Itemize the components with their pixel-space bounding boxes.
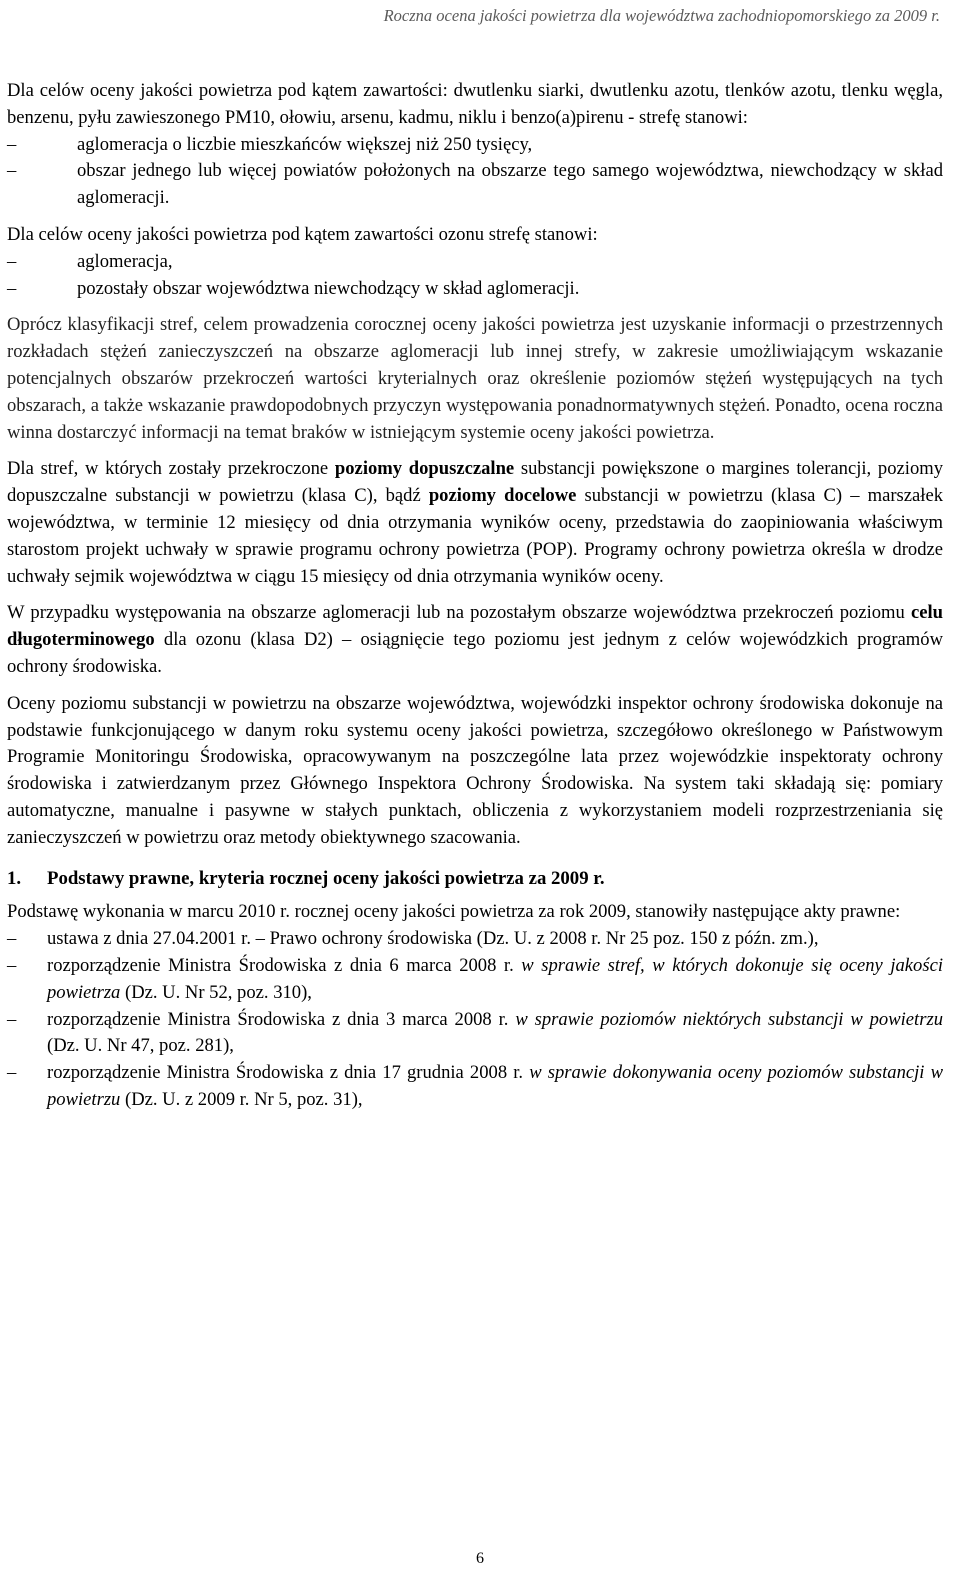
act-text: rozporządzenie Ministra Środowiska z dnia 6 marca 2008 r. bbox=[47, 954, 522, 976]
list-item: – obszar jednego lub więcej powiatów położonych na obszarze tego samego województwa, niewchodzący w skład aglomeracji. bbox=[7, 158, 943, 212]
act-title: w sprawie dokonywania oceny poziomów substancji w powietrzu bbox=[47, 1062, 944, 1110]
list-item bbox=[7, 926, 943, 953]
text-span: dla ozonu (klasa D2) – osiągnięcie tego poziomu jest jednym z celów wojewódzkich programów ochrony środowiska. bbox=[7, 629, 943, 677]
ozone-zones-list bbox=[7, 249, 943, 303]
act-title: w sprawie poziomów niektórych substancji w powietrzu bbox=[515, 1008, 943, 1030]
bold-term: poziomy dopuszczalne bbox=[334, 458, 515, 480]
bold-term: poziomy docelowe bbox=[428, 485, 577, 507]
list-item bbox=[7, 1007, 943, 1061]
list-item: – aglomeracja, bbox=[7, 249, 943, 276]
text-span: substancji w powietrzu (klasa C) – marszałek województwa, w terminie 12 miesięcy od dnia otrzymania wyników oceny, przedstawia do zaopiniowania właściwym starostom projekt uchwały w sprawie programu ochrony powietrza (POP). Programy ochrony powietrza określa w drodze uchwały sejmik województwa w ciągu 15 miesięcy od dnia otrzymania wyników oceny. bbox=[7, 485, 943, 587]
list-item bbox=[7, 953, 943, 1007]
act-citation: (Dz. U. z 2009 r. Nr 5, poz. 31), bbox=[120, 1088, 363, 1110]
pop-program-paragraph bbox=[7, 456, 943, 590]
list-item bbox=[7, 1060, 943, 1114]
text-span: Dla stref, w których zostały przekroczone bbox=[7, 458, 335, 480]
act-citation: (Dz. U. Nr 52, poz. 310), bbox=[120, 981, 312, 1003]
zones-intro-paragraph: Dla celów oceny jakości powietrza pod kątem zawartości: dwutlenku siarki, dwutlenku azotu, tlenków azotu, tlenku węgla, benzenu, pyłu zawieszonego PM10, ołowiu, arsenu, kadmu, niklu i benzo(a)pirenu - strefę stanowi: bbox=[7, 80, 943, 128]
list-item: – aglomeracja o liczbie mieszkańców większej niż 250 tysięcy, bbox=[7, 132, 943, 159]
long-term-goal-paragraph bbox=[7, 600, 943, 680]
text-span: substancji powiększone o margines tolerancji, poziomy dopuszczalne substancji w powietrzu (klasa C), bądź bbox=[7, 458, 944, 507]
text-span: W przypadku występowania na obszarze aglomeracji lub na pozostałym obszarze województwa przekroczeń poziomu bbox=[7, 602, 911, 624]
act-text: rozporządzenie Ministra Środowiska z dnia 3 marca 2008 r. bbox=[47, 1008, 516, 1030]
act-title: w sprawie stref, w których dokonuje się oceny jakości powietrza bbox=[47, 954, 943, 1003]
list-item: – pozostały obszar województwa niewchodzący w skład aglomeracji. bbox=[7, 276, 943, 303]
section-heading bbox=[7, 866, 943, 893]
section-number: 1. bbox=[7, 867, 22, 889]
act-citation: (Dz. U. Nr 47, poz. 281), bbox=[47, 1035, 234, 1057]
page-body bbox=[7, 78, 943, 1114]
legal-acts-list bbox=[7, 926, 943, 1114]
act-text: rozporządzenie Ministra Środowiska z dnia 17 grudnia 2008 r. bbox=[47, 1062, 530, 1084]
act-text: ustawa z dnia 27.04.2001 r. – Prawo ochrony środowiska (Dz. U. z 2008 r. Nr 25 poz. 150 z późn. zm.), bbox=[47, 928, 819, 950]
classification-purpose-paragraph: Oprócz klasyfikacji stref, celem prowadzenia corocznej oceny jakości powietrza jest uzyskanie informacji o przestrzennych rozkładach stężeń zanieczyszczeń na obszarze aglomeracji lub innej strefy, w zakresie umożliwiającym wskazanie potencjalnych obszarów przekroczeń wartości kryterialnych oraz określenie poziomów stężeń występujących na tych obszarach, a także wskazanie prawdopodobnych przyczyn występowania ponadnormatywnych stężeń. Ponadto, ocena roczna winna dostarczyć informacji na temat braków w istniejącym systemie oceny jakości powietrza. bbox=[7, 314, 943, 443]
ozone-zones-paragraph: Dla celów oceny jakości powietrza pod kątem zawartości ozonu strefę stanowi: bbox=[7, 223, 598, 245]
legal-basis-intro: Podstawę wykonania w marcu 2010 r. rocznej oceny jakości powietrza za rok 2009, stanowiły następujące akty prawne: bbox=[7, 901, 901, 923]
bold-term: celu długoterminowego bbox=[7, 602, 943, 651]
page-number: 6 bbox=[476, 1550, 484, 1567]
section-title: Podstawy prawne, kryteria rocznej oceny jakości powietrza za 2009 r. bbox=[47, 867, 605, 889]
assessment-system-paragraph: Oceny poziomu substancji w powietrzu na obszarze województwa, wojewódzki inspektor ochrony środowiska dokonuje na podstawie funkcjonującego w danym roku systemu oceny jakości powietrza, szczegółowo określonego w Państwowym Programie Monitoringu Środowiska, opracowywanym na poszczególne lata przez wojewódzkie inspektoraty ochrony środowiska i zatwierdzanym przez Głównego Inspektora Ochrony Środowiska. Na system taki składają się: pomiary automatyczne, manualne i pasywne w stałych punktach, obliczenia z wykorzystaniem modeli rozprzestrzeniania się zanieczyszczeń w powietrzu oraz metody obiektywnego szacowania. bbox=[7, 692, 943, 848]
running-header: Roczna ocena jakości powietrza dla województwa zachodniopomorskiego za 2009 r. bbox=[383, 6, 940, 25]
zones-list bbox=[7, 132, 943, 212]
